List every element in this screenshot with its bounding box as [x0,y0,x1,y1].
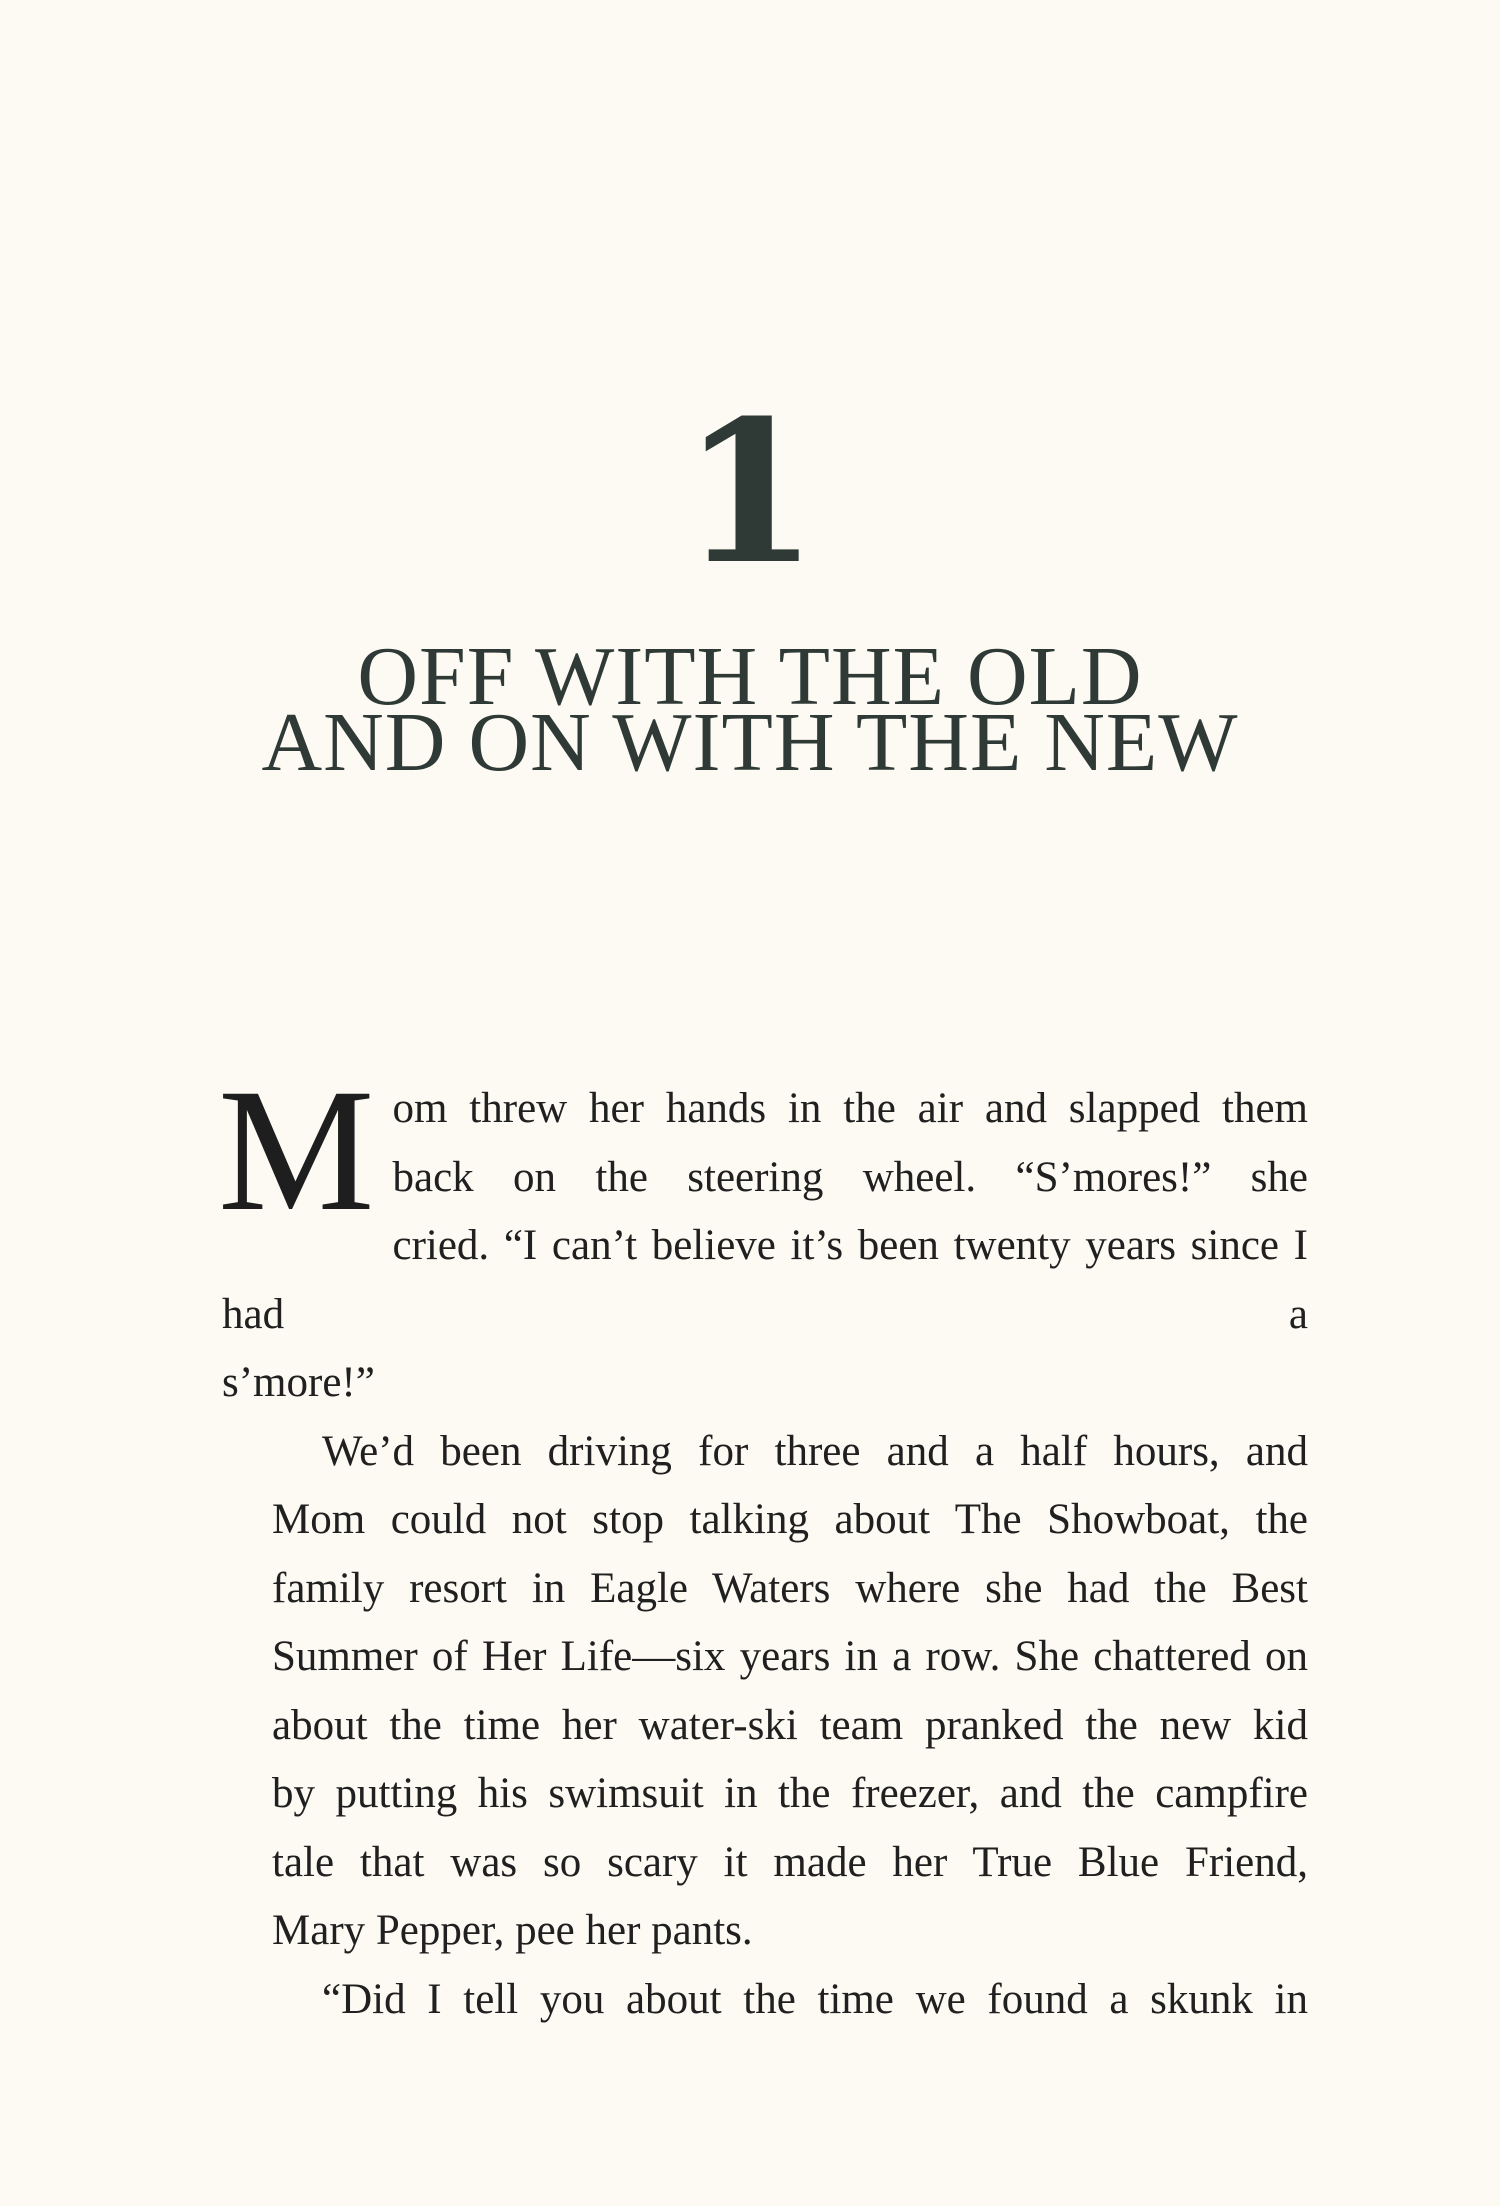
paragraph-2-line: by putting his swimsuit in the freezer, and the campfire [272,1770,1308,1817]
paragraph-1-line: cried. “I can’t believe it’s been twenty years since I had a [222,1222,1308,1338]
paragraph-2-line: family resort in Eagle Waters where she had the Best [272,1564,1308,1612]
paragraph-1-line: back on the steering wheel. “S’mores!” she [392,1153,1308,1201]
paragraph-1-line: s’more!” [222,1359,375,1406]
paragraph-2-line: We’d been driving for three and a half hours, and [322,1427,1308,1475]
chapter-title [0,630,1500,789]
drop-cap: M [218,1053,375,1248]
paragraph-2-line: tale that was so scary it made her True Blue Friend, [272,1838,1308,1886]
paragraph-3 [222,1966,1308,2035]
paragraph-2 [222,1418,1308,1966]
paragraph-2-line: Mom could not stop talking about The Showboat, the [272,1496,1308,1543]
paragraph-3-line: “Did I tell you about the time we found a skunk in [322,1975,1308,2023]
paragraph-1-line: om threw her hands in the air and slapped them [392,1085,1308,1132]
paragraph-2-line: about the time her water-ski team pranked the new kid [272,1701,1308,1749]
paragraph-2-line: Mary Pepper, pee her pants. [272,1907,753,1954]
chapter-title-line-1: OFF WITH THE OLD [357,630,1143,723]
paragraph-2-line: Summer of Her Life—six years in a row. She chattered on [272,1633,1308,1680]
chapter-title-line-2: AND ON WITH THE NEW [261,696,1239,789]
body-text [218,1053,1308,2034]
paragraph-1 [218,1053,1308,1418]
chapter-number: 1 [681,378,819,608]
